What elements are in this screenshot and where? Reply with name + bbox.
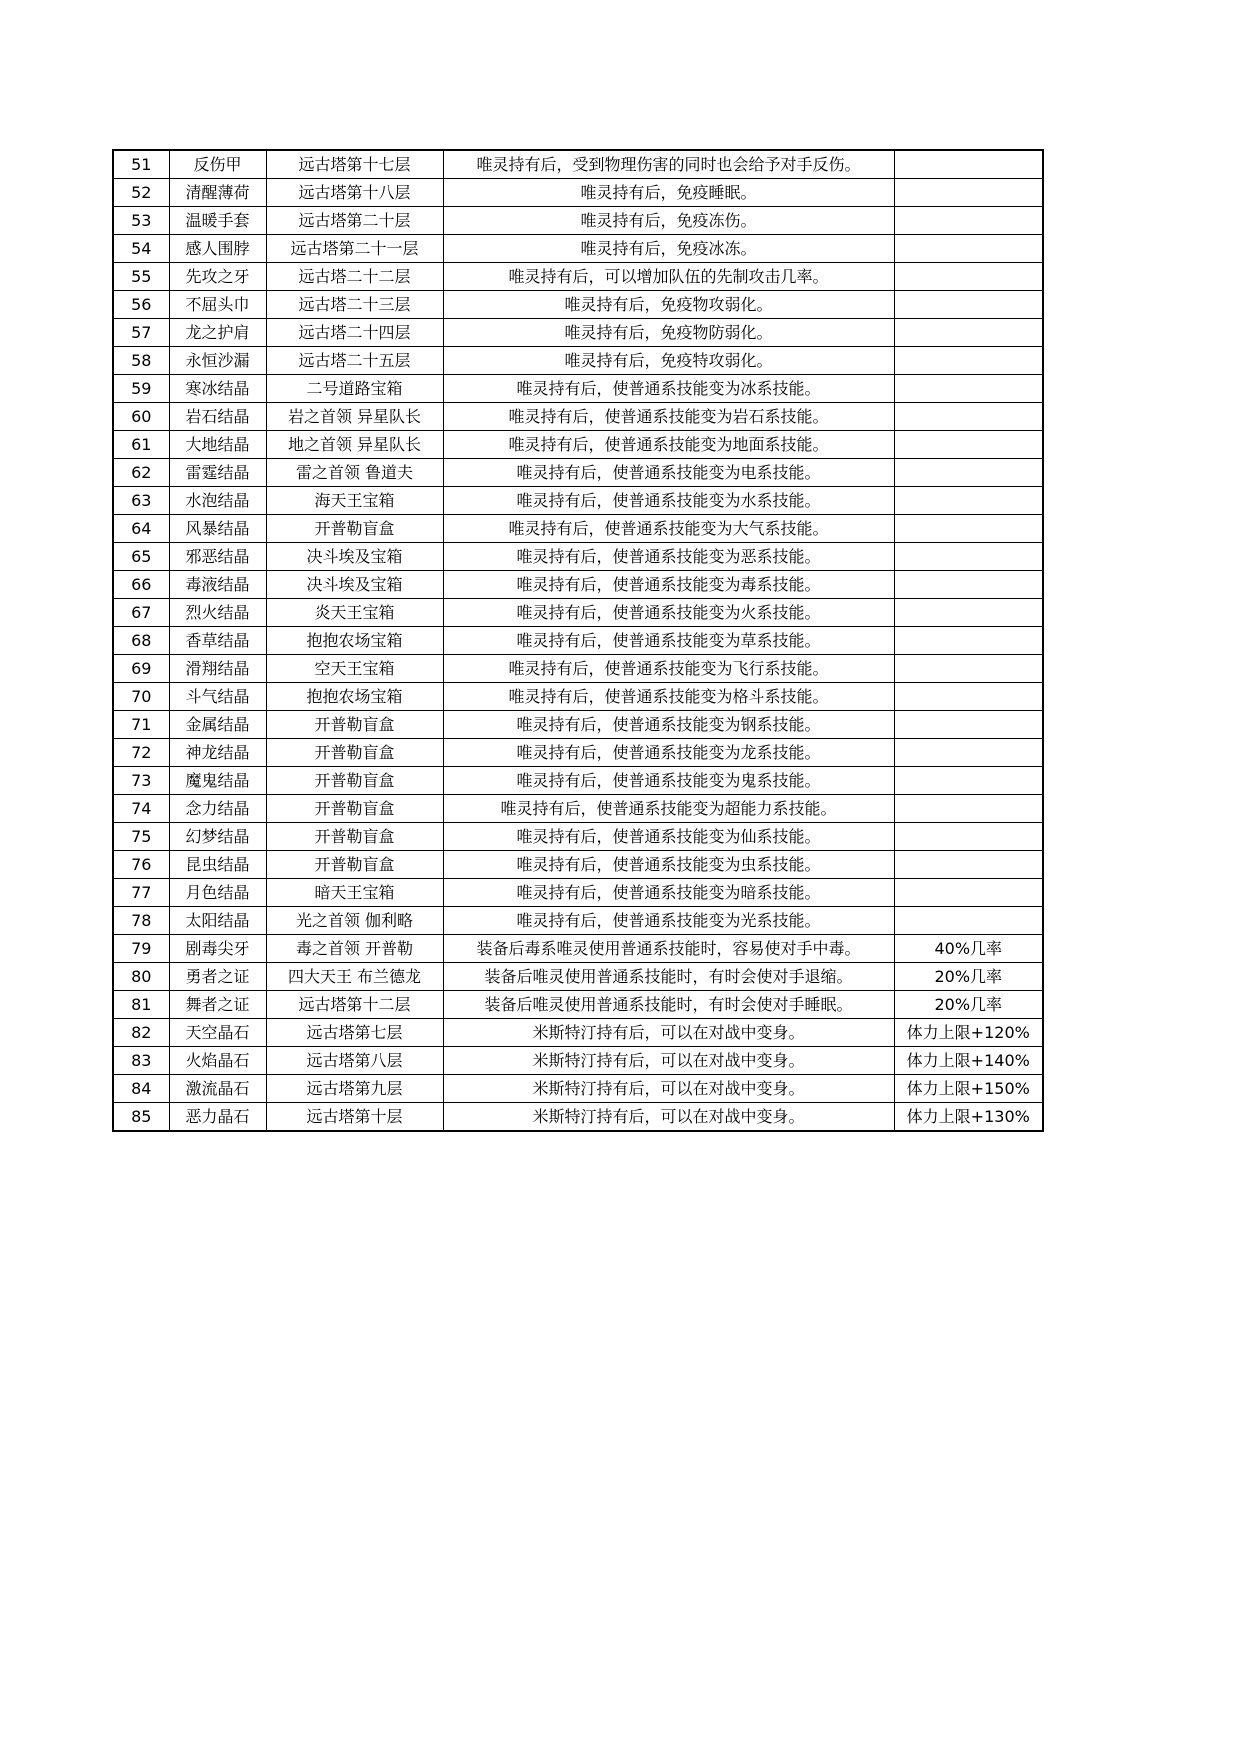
item-effect: 米斯特汀持有后，可以在对战中变身。 (443, 1075, 894, 1103)
table-row (113, 1075, 1043, 1103)
item-effect: 米斯特汀持有后，可以在对战中变身。 (443, 1103, 894, 1132)
item-note (894, 459, 1043, 487)
item-source: 光之首领 伽利略 (266, 907, 443, 935)
item-source: 开普勒盲盒 (266, 851, 443, 879)
table-row (113, 1019, 1043, 1047)
item-effect: 唯灵持有后，免疫特攻弱化。 (443, 347, 894, 375)
item-note (894, 571, 1043, 599)
item-source: 远古塔第八层 (266, 1047, 443, 1075)
item-note (894, 907, 1043, 935)
row-number: 51 (113, 150, 169, 179)
item-effect: 唯灵持有后，使普通系技能变为飞行系技能。 (443, 655, 894, 683)
item-source: 地之首领 异星队长 (266, 431, 443, 459)
item-name: 龙之护肩 (169, 319, 266, 347)
item-effect: 唯灵持有后，使普通系技能变为地面系技能。 (443, 431, 894, 459)
table-row (113, 963, 1043, 991)
item-effect: 唯灵持有后，使普通系技能变为龙系技能。 (443, 739, 894, 767)
item-source: 远古塔第十七层 (266, 150, 443, 179)
item-name: 水泡结晶 (169, 487, 266, 515)
item-name: 清醒薄荷 (169, 179, 266, 207)
table-row (113, 739, 1043, 767)
item-source: 远古塔第十二层 (266, 991, 443, 1019)
item-source: 远古塔第七层 (266, 1019, 443, 1047)
row-number: 59 (113, 375, 169, 403)
row-number: 69 (113, 655, 169, 683)
row-number: 72 (113, 739, 169, 767)
item-note (894, 739, 1043, 767)
item-effect: 唯灵持有后，使普通系技能变为鬼系技能。 (443, 767, 894, 795)
row-number: 64 (113, 515, 169, 543)
table-row (113, 459, 1043, 487)
item-name: 永恒沙漏 (169, 347, 266, 375)
item-note (894, 319, 1043, 347)
item-effect: 唯灵持有后，使普通系技能变为大气系技能。 (443, 515, 894, 543)
item-note: 体力上限+140% (894, 1047, 1043, 1075)
table-row (113, 991, 1043, 1019)
item-name: 雷霆结晶 (169, 459, 266, 487)
item-effect: 唯灵持有后，使普通系技能变为火系技能。 (443, 599, 894, 627)
item-effect: 唯灵持有后，使普通系技能变为暗系技能。 (443, 879, 894, 907)
item-effect: 唯灵持有后，免疫冻伤。 (443, 207, 894, 235)
item-source: 开普勒盲盒 (266, 795, 443, 823)
item-name: 感人围脖 (169, 235, 266, 263)
item-source: 空天王宝箱 (266, 655, 443, 683)
table-row (113, 319, 1043, 347)
item-source: 决斗埃及宝箱 (266, 543, 443, 571)
item-table-body (113, 150, 1043, 1131)
row-number: 68 (113, 627, 169, 655)
item-source: 开普勒盲盒 (266, 711, 443, 739)
item-effect: 装备后唯灵使用普通系技能时，有时会使对手退缩。 (443, 963, 894, 991)
item-note (894, 291, 1043, 319)
item-name: 剧毒尖牙 (169, 935, 266, 963)
item-source: 远古塔第二十一层 (266, 235, 443, 263)
item-effect: 唯灵持有后，使普通系技能变为仙系技能。 (443, 823, 894, 851)
table-row (113, 150, 1043, 179)
item-effect: 装备后毒系唯灵使用普通系技能时，容易使对手中毒。 (443, 935, 894, 963)
row-number: 61 (113, 431, 169, 459)
table-row (113, 1103, 1043, 1132)
row-number: 74 (113, 795, 169, 823)
item-name: 岩石结晶 (169, 403, 266, 431)
item-source: 抱抱农场宝箱 (266, 683, 443, 711)
table-row (113, 431, 1043, 459)
item-effect: 唯灵持有后，使普通系技能变为格斗系技能。 (443, 683, 894, 711)
item-note: 体力上限+130% (894, 1103, 1043, 1132)
item-source: 远古塔第十八层 (266, 179, 443, 207)
item-effect: 唯灵持有后，使普通系技能变为草系技能。 (443, 627, 894, 655)
item-source: 开普勒盲盒 (266, 515, 443, 543)
row-number: 81 (113, 991, 169, 1019)
table-row (113, 935, 1043, 963)
item-source: 决斗埃及宝箱 (266, 571, 443, 599)
item-name: 毒液结晶 (169, 571, 266, 599)
item-note (894, 207, 1043, 235)
item-source: 四大天王 布兰德龙 (266, 963, 443, 991)
table-row (113, 207, 1043, 235)
item-source: 毒之首领 开普勒 (266, 935, 443, 963)
table-row (113, 627, 1043, 655)
item-source: 海天王宝箱 (266, 487, 443, 515)
table-row (113, 263, 1043, 291)
row-number: 63 (113, 487, 169, 515)
item-effect: 唯灵持有后，使普通系技能变为虫系技能。 (443, 851, 894, 879)
row-number: 66 (113, 571, 169, 599)
item-source: 开普勒盲盒 (266, 739, 443, 767)
item-source: 远古塔二十四层 (266, 319, 443, 347)
item-name: 魔鬼结晶 (169, 767, 266, 795)
item-note (894, 795, 1043, 823)
row-number: 83 (113, 1047, 169, 1075)
item-name: 勇者之证 (169, 963, 266, 991)
row-number: 65 (113, 543, 169, 571)
item-note (894, 655, 1043, 683)
item-effect: 唯灵持有后，免疫睡眠。 (443, 179, 894, 207)
item-note (894, 683, 1043, 711)
table-row (113, 851, 1043, 879)
item-name: 火焰晶石 (169, 1047, 266, 1075)
row-number: 79 (113, 935, 169, 963)
item-effect: 唯灵持有后，免疫冰冻。 (443, 235, 894, 263)
row-number: 75 (113, 823, 169, 851)
table-row (113, 907, 1043, 935)
table-row (113, 543, 1043, 571)
item-name: 反伤甲 (169, 150, 266, 179)
row-number: 71 (113, 711, 169, 739)
table-row (113, 655, 1043, 683)
item-source: 远古塔第十层 (266, 1103, 443, 1132)
item-name: 风暴结晶 (169, 515, 266, 543)
row-number: 52 (113, 179, 169, 207)
row-number: 73 (113, 767, 169, 795)
table-row (113, 795, 1043, 823)
row-number: 54 (113, 235, 169, 263)
item-name: 滑翔结晶 (169, 655, 266, 683)
item-name: 恶力晶石 (169, 1103, 266, 1132)
item-name: 月色结晶 (169, 879, 266, 907)
item-note: 体力上限+150% (894, 1075, 1043, 1103)
table-row (113, 487, 1043, 515)
item-note: 体力上限+120% (894, 1019, 1043, 1047)
table-row (113, 1047, 1043, 1075)
item-note (894, 599, 1043, 627)
item-note (894, 711, 1043, 739)
table-row (113, 599, 1043, 627)
row-number: 58 (113, 347, 169, 375)
item-source: 远古塔二十二层 (266, 263, 443, 291)
item-source: 开普勒盲盒 (266, 823, 443, 851)
table-row (113, 235, 1043, 263)
item-effect: 唯灵持有后，使普通系技能变为光系技能。 (443, 907, 894, 935)
item-effect: 唯灵持有后，可以增加队伍的先制攻击几率。 (443, 263, 894, 291)
table-row (113, 571, 1043, 599)
item-source: 远古塔第九层 (266, 1075, 443, 1103)
item-effect: 唯灵持有后，使普通系技能变为钢系技能。 (443, 711, 894, 739)
table-row (113, 683, 1043, 711)
item-name: 激流晶石 (169, 1075, 266, 1103)
item-note (894, 150, 1043, 179)
item-name: 舞者之证 (169, 991, 266, 1019)
item-name: 斗气结晶 (169, 683, 266, 711)
item-source: 远古塔二十五层 (266, 347, 443, 375)
item-name: 不屈头巾 (169, 291, 266, 319)
item-note (894, 403, 1043, 431)
row-number: 84 (113, 1075, 169, 1103)
item-effect: 唯灵持有后，使普通系技能变为电系技能。 (443, 459, 894, 487)
row-number: 70 (113, 683, 169, 711)
item-note (894, 431, 1043, 459)
row-number: 60 (113, 403, 169, 431)
item-source: 岩之首领 异星队长 (266, 403, 443, 431)
table-row (113, 515, 1043, 543)
item-name: 寒冰结晶 (169, 375, 266, 403)
row-number: 62 (113, 459, 169, 487)
item-effect: 唯灵持有后，免疫物防弱化。 (443, 319, 894, 347)
item-effect: 装备后唯灵使用普通系技能时，有时会使对手睡眠。 (443, 991, 894, 1019)
row-number: 55 (113, 263, 169, 291)
row-number: 67 (113, 599, 169, 627)
table-row (113, 767, 1043, 795)
table-row (113, 375, 1043, 403)
item-effect: 唯灵持有后，使普通系技能变为岩石系技能。 (443, 403, 894, 431)
item-source: 暗天王宝箱 (266, 879, 443, 907)
item-note (894, 179, 1043, 207)
row-number: 57 (113, 319, 169, 347)
item-source: 抱抱农场宝箱 (266, 627, 443, 655)
item-effect: 米斯特汀持有后，可以在对战中变身。 (443, 1019, 894, 1047)
item-note (894, 347, 1043, 375)
item-effect: 唯灵持有后，使普通系技能变为毒系技能。 (443, 571, 894, 599)
item-effect: 唯灵持有后，受到物理伤害的同时也会给予对手反伤。 (443, 150, 894, 179)
item-note (894, 767, 1043, 795)
item-note (894, 375, 1043, 403)
table-row (113, 291, 1043, 319)
item-source: 雷之首领 鲁道夫 (266, 459, 443, 487)
item-name: 太阳结晶 (169, 907, 266, 935)
item-effect: 唯灵持有后，使普通系技能变为水系技能。 (443, 487, 894, 515)
row-number: 85 (113, 1103, 169, 1132)
item-name: 香草结晶 (169, 627, 266, 655)
item-note: 20%几率 (894, 991, 1043, 1019)
table-row (113, 179, 1043, 207)
item-source: 远古塔第二十层 (266, 207, 443, 235)
item-name: 烈火结晶 (169, 599, 266, 627)
row-number: 76 (113, 851, 169, 879)
item-name: 大地结晶 (169, 431, 266, 459)
item-name: 神龙结晶 (169, 739, 266, 767)
item-name: 金属结晶 (169, 711, 266, 739)
item-note (894, 487, 1043, 515)
item-effect: 唯灵持有后，使普通系技能变为超能力系技能。 (443, 795, 894, 823)
table-row (113, 879, 1043, 907)
item-note (894, 515, 1043, 543)
table-row (113, 823, 1043, 851)
item-note (894, 263, 1043, 291)
row-number: 82 (113, 1019, 169, 1047)
item-note (894, 627, 1043, 655)
row-number: 53 (113, 207, 169, 235)
row-number: 80 (113, 963, 169, 991)
item-name: 幻梦结晶 (169, 823, 266, 851)
item-note (894, 823, 1043, 851)
row-number: 78 (113, 907, 169, 935)
row-number: 56 (113, 291, 169, 319)
table-row (113, 403, 1043, 431)
item-name: 昆虫结晶 (169, 851, 266, 879)
item-source: 炎天王宝箱 (266, 599, 443, 627)
item-note (894, 543, 1043, 571)
row-number: 77 (113, 879, 169, 907)
item-source: 开普勒盲盒 (266, 767, 443, 795)
table-row (113, 347, 1043, 375)
item-effect: 唯灵持有后，免疫物攻弱化。 (443, 291, 894, 319)
item-note: 40%几率 (894, 935, 1043, 963)
table-row (113, 711, 1043, 739)
item-effect: 米斯特汀持有后，可以在对战中变身。 (443, 1047, 894, 1075)
item-source: 远古塔二十三层 (266, 291, 443, 319)
item-effect: 唯灵持有后，使普通系技能变为恶系技能。 (443, 543, 894, 571)
item-name: 温暖手套 (169, 207, 266, 235)
item-name: 邪恶结晶 (169, 543, 266, 571)
item-name: 天空晶石 (169, 1019, 266, 1047)
item-name: 念力结晶 (169, 795, 266, 823)
item-note (894, 235, 1043, 263)
item-note: 20%几率 (894, 963, 1043, 991)
item-name: 先攻之牙 (169, 263, 266, 291)
item-effect: 唯灵持有后，使普通系技能变为冰系技能。 (443, 375, 894, 403)
item-note (894, 879, 1043, 907)
item-note (894, 851, 1043, 879)
item-table (112, 149, 1044, 1132)
item-source: 二号道路宝箱 (266, 375, 443, 403)
